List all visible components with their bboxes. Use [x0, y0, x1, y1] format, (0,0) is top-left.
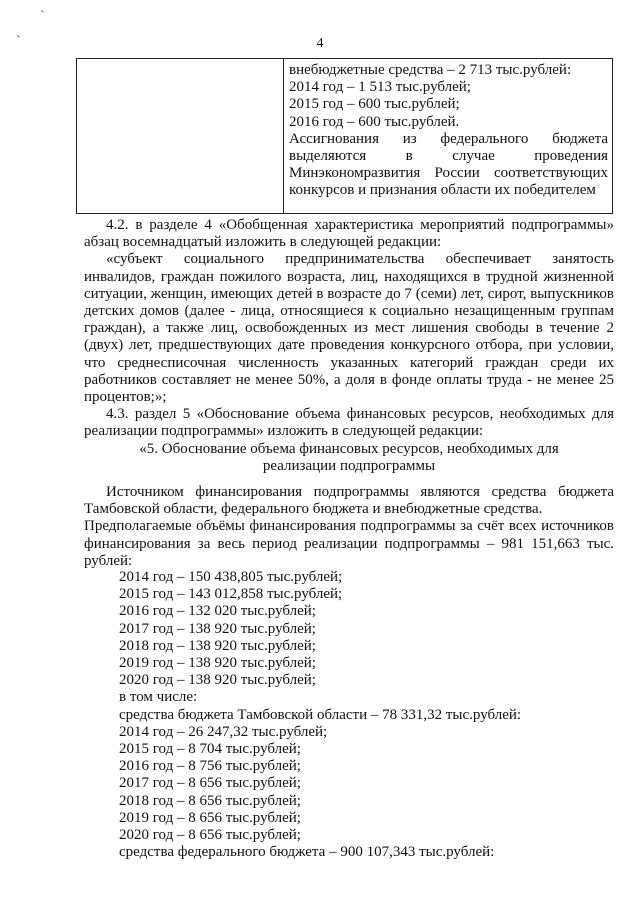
list-item: 2014 год – 26 247,32 тыс.рублей;: [119, 723, 328, 740]
table-line: 2014 год – 1 513 тыс.рублей;: [289, 79, 471, 96]
table-left-cell: [77, 59, 284, 213]
section-title-line1: «5. Обоснование объема финансовых ресурсов, необходимых для: [139, 440, 559, 457]
volumes-paragraph: Предполагаемые объёмы финансирования подпрограммы за счёт всех источников финансирования за весь период реализации подпрограммы – 981 151,663 тыс. рублей:: [84, 518, 614, 569]
funding-breakdown: [119, 569, 521, 861]
table-line: внебюджетные средства – 2 713 тыс.рублей:: [289, 62, 572, 78]
list-item: 2015 год – 143 012,858 тыс.рублей;: [119, 586, 343, 603]
list-item: 2018 год – 138 920 тыс.рублей;: [119, 637, 316, 654]
page-number: 4: [316, 36, 324, 51]
financing-block: [84, 484, 614, 570]
table-right-cell: [284, 59, 612, 213]
table-line: 2016 год – 600 тыс.рублей.: [289, 113, 460, 130]
list-item: 2019 год – 138 920 тыс.рублей;: [119, 655, 316, 672]
list-item: 2016 год – 8 756 тыс.рублей;: [119, 758, 301, 775]
table-line: 2015 год – 600 тыс.рублей;: [289, 96, 460, 113]
list-item: 2020 год – 138 920 тыс.рублей;: [119, 672, 316, 689]
scan-speck: ˋ: [16, 34, 21, 49]
list-item: 2018 год – 8 656 тыс.рублей;: [119, 792, 301, 809]
list-item: 2015 год – 8 704 тыс.рублей;: [119, 741, 301, 758]
federal-note: Ассигнования из федерального бюджета выделяются в случае проведения Минэкономразвития России соответствующих конкурсов и признания области их победителем: [289, 130, 608, 199]
list-item: 2016 год – 132 020 тыс.рублей;: [119, 603, 316, 620]
amendments-block: [84, 217, 614, 475]
funding-table: [76, 58, 613, 214]
quote-paragraph: «субъект социального предпринимательства обеспечивает занятость инвалидов, граждан пожилого возраста, лиц, находящихся в трудной жизненной ситуации, женщин, имеющих детей в возрасте до 7 (семи) лет, сирот, выпускников детских домов (далее - лица, относящиеся к социально незащищенным группам граждан), а также лиц, освобожденных из мест лишения свободы в течение 2 (двух) лет, предшествующих дате проведения конкурсного отбора, при условии, что среднесписочная численность указанных категорий граждан среди их работников составляет не менее 50%, а доля в фонде оплаты труда - не менее 25 процентов;»;: [84, 251, 614, 406]
item-4-3: 4.3. раздел 5 «Обоснование объема финансовых ресурсов, необходимых для реализации подпрограммы» изложить в следующей редакции:: [84, 406, 614, 440]
regional-heading: средства бюджета Тамбовской области – 78 331,32 тыс.рублей:: [119, 706, 522, 723]
federal-heading: средства федерального бюджета – 900 107,343 тыс.рублей:: [119, 844, 495, 861]
list-item: 2019 год – 8 656 тыс.рублей;: [119, 809, 301, 826]
sources-paragraph: Источником финансирования подпрограммы являются средства бюджета Тамбовской области, федерального бюджета и внебюджетные средства.: [84, 484, 614, 518]
list-item: 2014 год – 150 438,805 тыс.рублей;: [119, 569, 343, 585]
including-label: в том числе:: [119, 689, 198, 706]
section-title-line2: реализации подпрограммы: [262, 457, 436, 474]
item-4-2: 4.2. в разделе 4 «Обобщенная характеристика мероприятий подпрограммы» абзац восемнадцатый изложить в следующей редакции:: [84, 217, 614, 251]
list-item: 2017 год – 138 920 тыс.рублей;: [119, 620, 316, 637]
scan-speck: ˋ: [40, 9, 45, 24]
list-item: 2020 год – 8 656 тыс.рублей;: [119, 827, 301, 844]
list-item: 2017 год – 8 656 тыс.рублей;: [119, 775, 301, 792]
